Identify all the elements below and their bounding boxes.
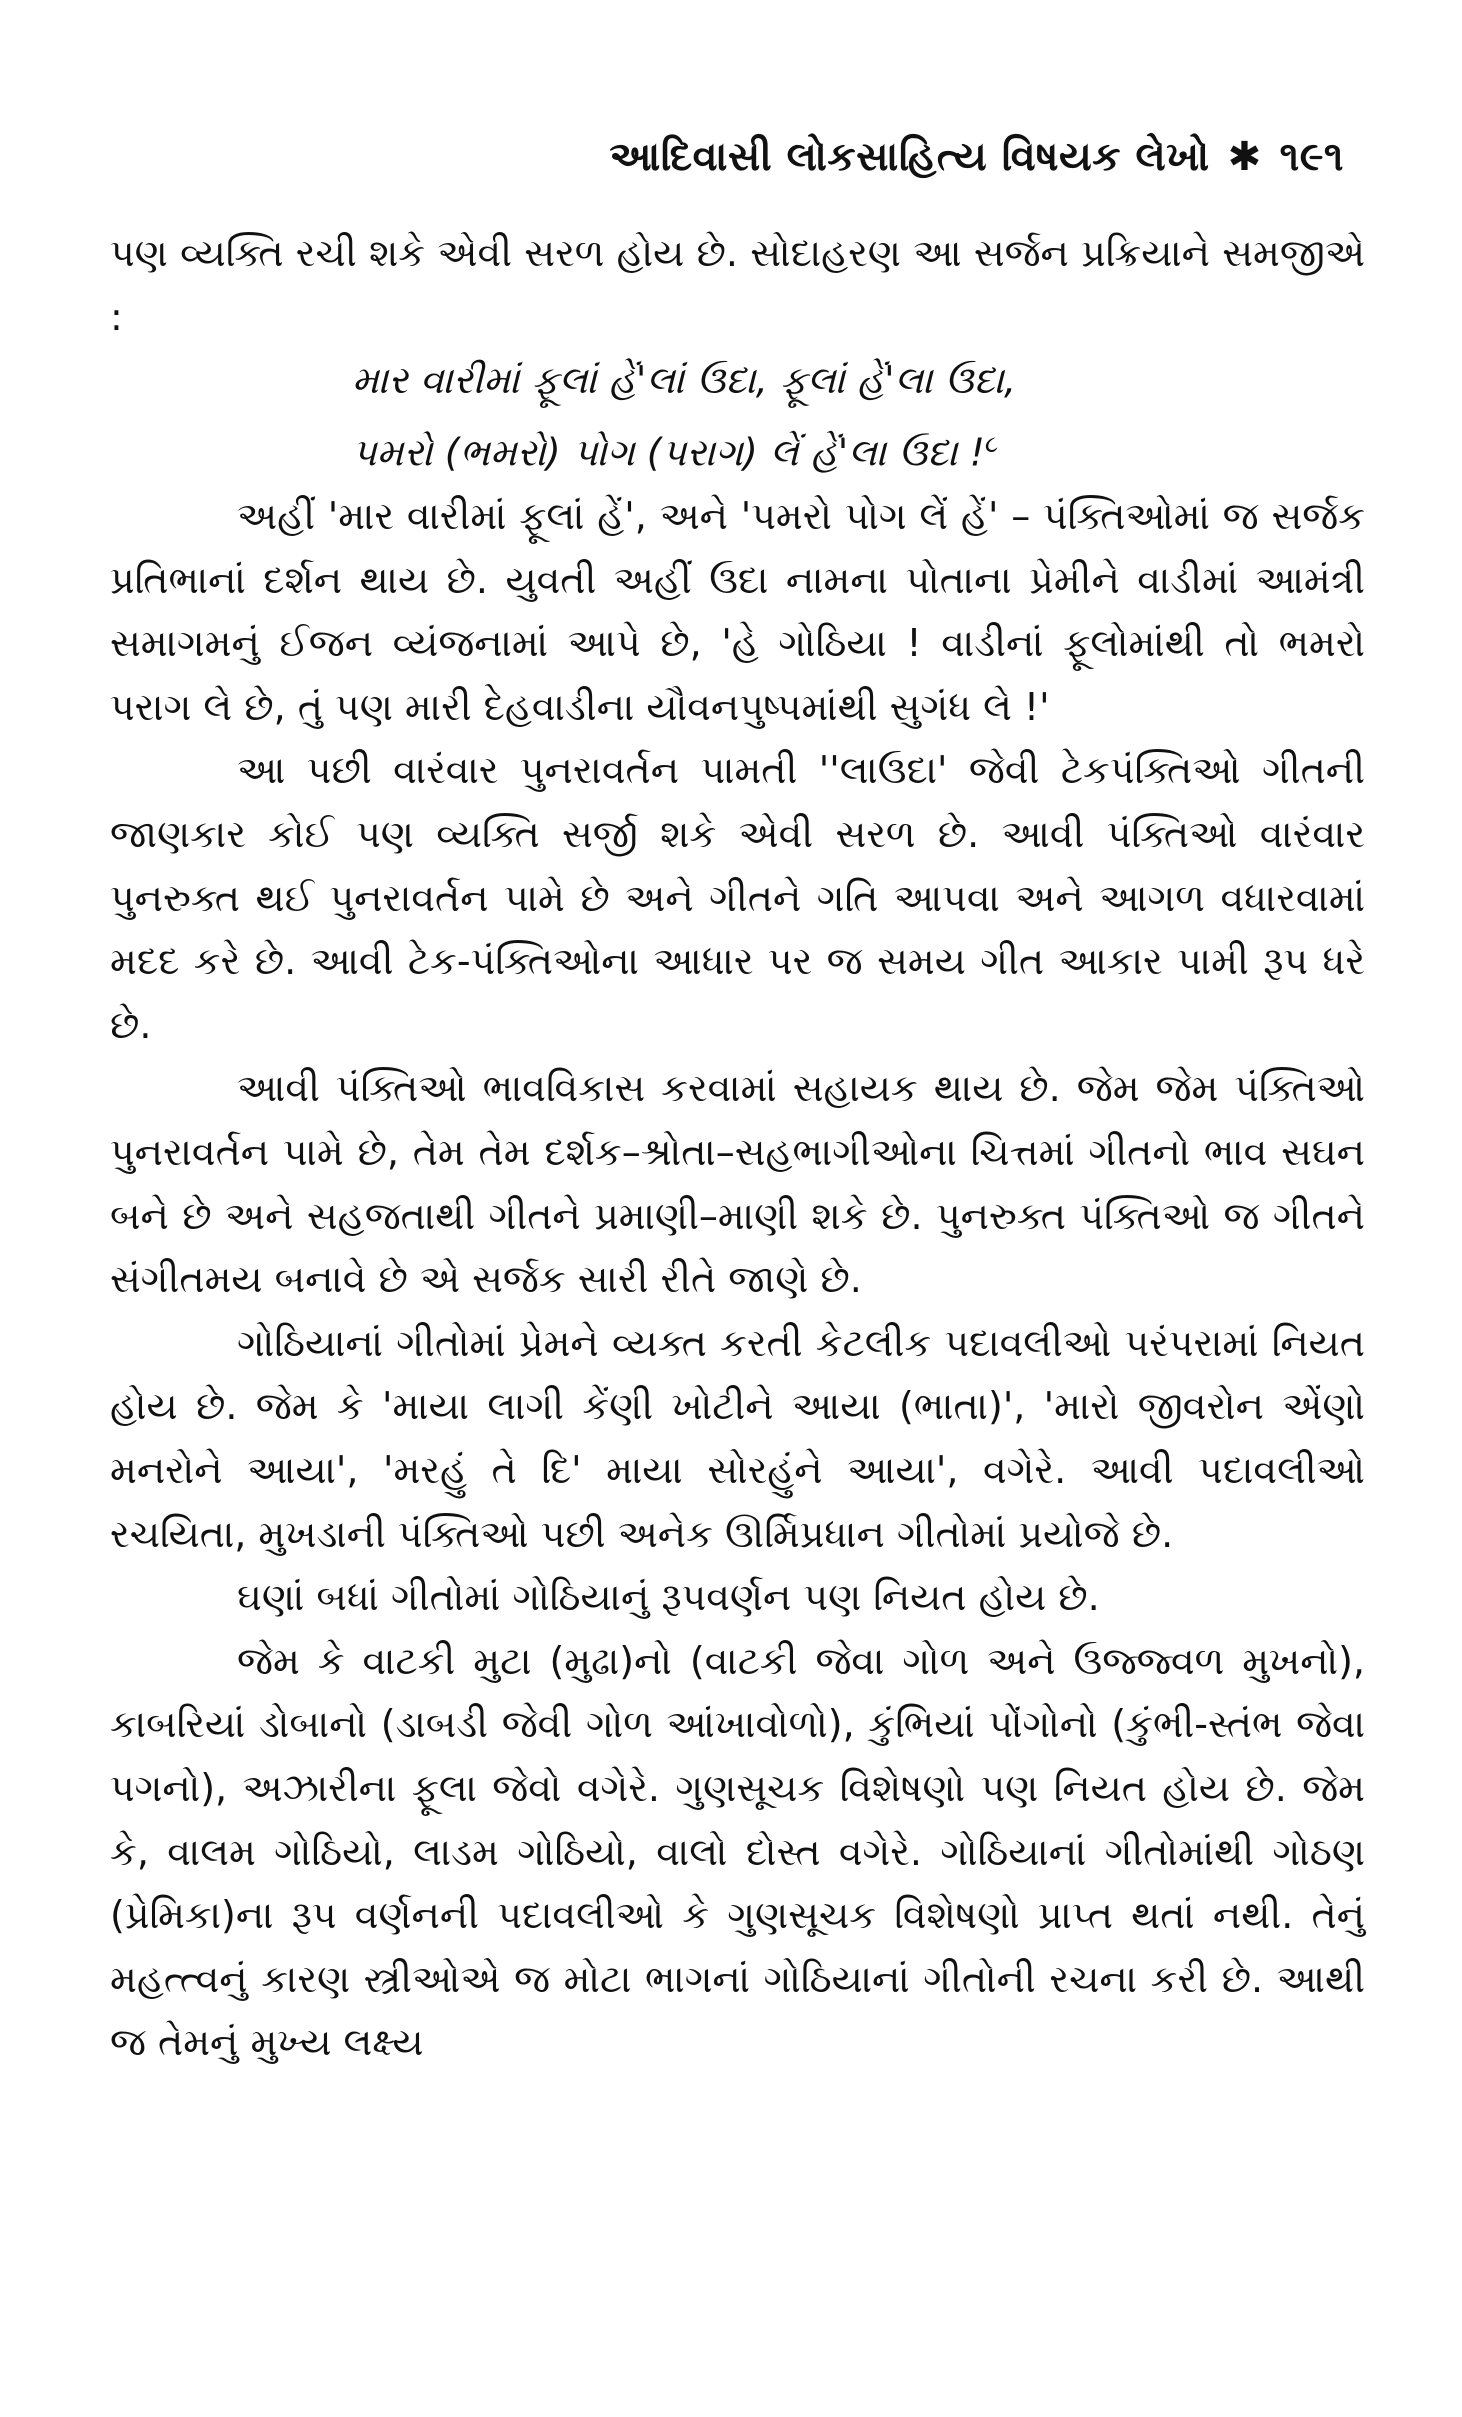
paragraph-6: ઘણાં બધાં ગીતોમાં ગોઠિયાનું રૂપવર્ણન પણ નિયત હોય છે. — [237, 1575, 1100, 1620]
verse-line-1: માર વારીમાં ફૂલાં હેં'લાં ઉદા, ફૂલાં હેં'લા ઉદા, — [352, 358, 1017, 403]
paragraph-1: પણ વ્યક્તિ રચી શકે એવી સરળ હોય છે. સોદાહરણ આ સર્જન પ્રક્રિયાને સમજીએ : — [110, 231, 1365, 339]
paragraph-2: અહીં 'માર વારીમાં ફૂલાં હેં', અને 'પમરો પોગ લેં હેં' – પંક્તિઓમાં જ સર્જક પ્રતિભાનાં દર્શન થાય છે. યુવતી અહીં ઉદા નામના પોતાના પ્રેમીને વાડીમાં આમંત્રી સમાગમનું ઈજન વ્યંજનામાં આપે છે, 'હે ગોઠિયા ! વાડીનાં ફૂલોમાંથી તો ભમરો પરાગ લે છે, તું પણ મારી દેહવાડીના યૌવનપુષ્પમાંથી સુગંધ લે !' — [110, 494, 1365, 729]
paragraph-4: આવી પંક્તિઓ ભાવવિકાસ કરવામાં સહાયક થાય છે. જેમ જેમ પંક્તિઓ પુનરાવર્તન પામે છે, તેમ તેમ દર્શક–શ્રોતા–સહભાગીઓના ચિત્તમાં ગીતનો ભાવ સઘન બને છે અને સહજતાથી ગીતને પ્રમાણી–માણી શકે છે. પુનરુક્ત પંક્તિઓ જ ગીતને સંગીતમય બનાવે છે એ સર્જક સારી રીતે જાણે છે. — [110, 1066, 1365, 1302]
song-verse — [110, 349, 1365, 485]
running-head — [609, 134, 1344, 180]
page-number: ૧૯૧ — [1279, 134, 1344, 180]
paragraph-3: આ પછી વારંવાર પુનરાવર્તન પામતી ''લાઉદા' જેવી ટેકપંક્તિઓ ગીતની જાણકાર કોઈ પણ વ્યક્તિ સર્જી શકે એવી સરળ છે. આવી પંક્તિઓ વારંવાર પુનરુક્ત થઈ પુનરાવર્તન પામે છે અને ગીતને ગતિ આપવા અને આગળ વધારવામાં મદદ કરે છે. આવી ટેક-પંક્તિઓના આધાર પર જ સમય ગીત આકાર પામી રૂપ ધરે છે. — [110, 748, 1365, 1047]
verse-line-2-text: પમરો (ભમરો) પોગ (પરાગ) લેં હેં'લા ઉદા ! — [352, 430, 985, 475]
running-head-title: આદિવાસી લોકસાહિત્ય વિષયક લેખો — [609, 134, 1210, 180]
paragraph-7: જેમ કે વાટકી મુટા (મુઢા)નો (વાટકી જેવા ગોળ અને ઉજ્જ્વળ મુખનો), કાબરિયાં ડોબાનો (ડાબડી જેવી ગોળ આંખાવોળો), કુંભિયાં પોંગોનો (કુંભી-સ્તંભ જેવા પગનો), અઝારીના ફૂલા જેવો વગેરે. ગુણસૂચક વિશેષણો પણ નિયત હોય છે. જેમ કે, વાલમ ગોઠિયો, લાડમ ગોઠિયો, વાલો દોસ્ત વગેરે. ગોઠિયાનાં ગીતોમાંથી ગોઠણ (પ્રેમિકા)ના રૂપ વર્ણનની પદાવલીઓ કે ગુણસૂચક વિશેષણો પ્રાપ્ત થતાં નથી. તેનું મહત્ત્વનું કારણ સ્ત્રીઓએ જ મોટા ભાગનાં ગોઠિયાનાં ગીતોની રચના કરી છે. આથી જ તેમનું મુખ્ય લક્ષ્ય — [110, 1638, 1365, 2065]
body-text — [110, 222, 1365, 2075]
footnote-marker: ૮ — [984, 429, 999, 458]
verse-line-2 — [352, 413, 1365, 485]
paragraph-5: ગોઠિયાનાં ગીતોમાં પ્રેમને વ્યક્ત કરતી કેટલીક પદાવલીઓ પરંપરામાં નિયત હોય છે. જેમ કે 'માયા લાગી કેંણી ખોટીને આયા (ભાતા)', 'મારો જીવરોન એંણો મનરોને આયા', 'મરહું તે દિ' માયા સોરહુંને આયા', વગેરે. આવી પદાવલીઓ રચયિતા, મુખડાની પંક્તિઓ પછી અનેક ઊર્મિપ્રધાન ગીતોમાં પ્રયોજે છે. — [110, 1320, 1365, 1556]
asterisk-icon: ✱ — [1227, 134, 1262, 180]
